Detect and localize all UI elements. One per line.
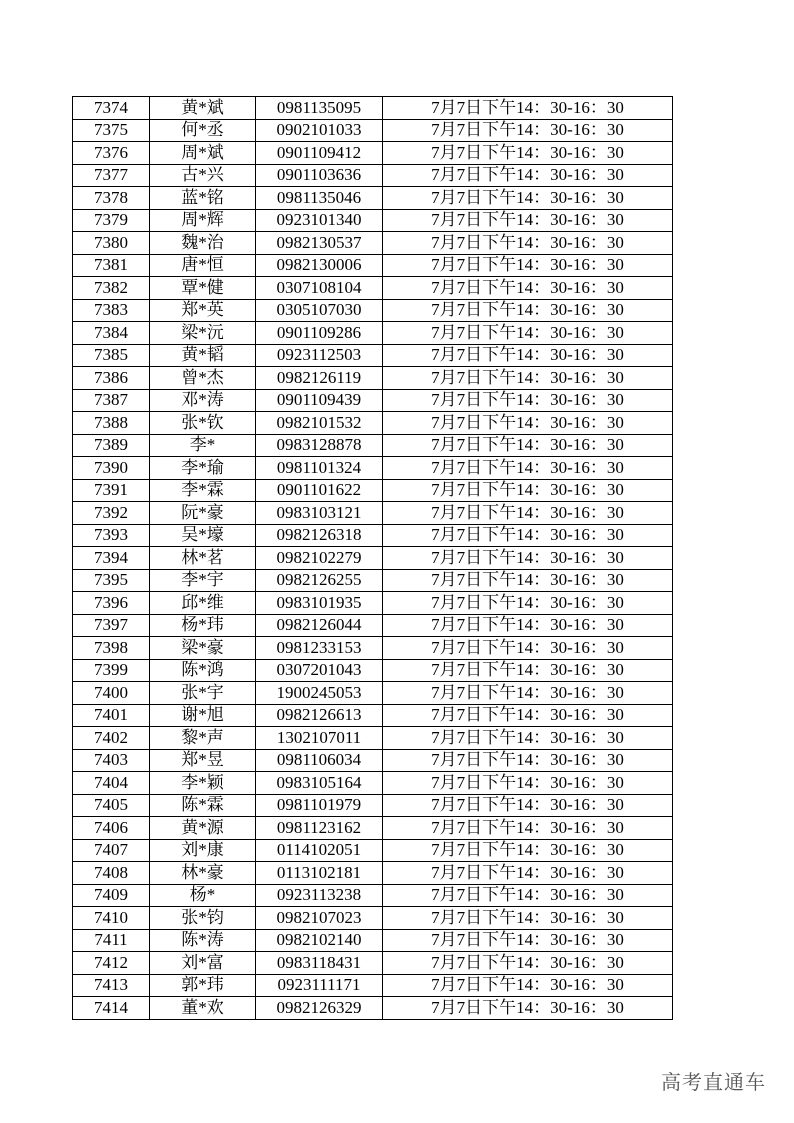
table-row — [73, 614, 673, 637]
table-row — [73, 322, 673, 345]
schedule-cell: 7月7日下午14：30-16：30 — [383, 209, 673, 232]
seq-number-cell: 7377 — [73, 164, 150, 187]
table-row — [73, 299, 673, 322]
id-number-cell: 0981233153 — [256, 637, 383, 660]
id-number-cell: 0982130006 — [256, 254, 383, 277]
roster-table — [72, 96, 673, 1020]
seq-number-cell: 7382 — [73, 277, 150, 300]
seq-number-cell: 7412 — [73, 952, 150, 975]
seq-number-cell: 7392 — [73, 502, 150, 525]
table-row — [73, 839, 673, 862]
table-row — [73, 637, 673, 660]
name-cell: 郑*英 — [150, 299, 256, 322]
table-row — [73, 794, 673, 817]
seq-number-cell: 7385 — [73, 344, 150, 367]
name-cell: 刘*富 — [150, 952, 256, 975]
seq-number-cell: 7399 — [73, 659, 150, 682]
id-number-cell: 0981123162 — [256, 817, 383, 840]
id-number-cell: 0982102279 — [256, 547, 383, 570]
name-cell: 周*斌 — [150, 142, 256, 165]
seq-number-cell: 7395 — [73, 569, 150, 592]
schedule-cell: 7月7日下午14：30-16：30 — [383, 502, 673, 525]
name-cell: 邱*维 — [150, 592, 256, 615]
id-number-cell: 0901103636 — [256, 164, 383, 187]
schedule-cell: 7月7日下午14：30-16：30 — [383, 749, 673, 772]
name-cell: 郑*昱 — [150, 749, 256, 772]
table-row — [73, 209, 673, 232]
table-row — [73, 592, 673, 615]
id-number-cell: 0982126044 — [256, 614, 383, 637]
name-cell: 张*宇 — [150, 682, 256, 705]
table-row — [73, 479, 673, 502]
id-number-cell: 0983101935 — [256, 592, 383, 615]
seq-number-cell: 7405 — [73, 794, 150, 817]
id-number-cell: 0923113238 — [256, 884, 383, 907]
schedule-cell: 7月7日下午14：30-16：30 — [383, 772, 673, 795]
schedule-cell: 7月7日下午14：30-16：30 — [383, 322, 673, 345]
name-cell: 何*丞 — [150, 119, 256, 142]
table-row — [73, 164, 673, 187]
id-number-cell: 0901109412 — [256, 142, 383, 165]
seq-number-cell: 7374 — [73, 97, 150, 120]
id-number-cell: 0901109286 — [256, 322, 383, 345]
seq-number-cell: 7404 — [73, 772, 150, 795]
id-number-cell: 0982126613 — [256, 704, 383, 727]
seq-number-cell: 7380 — [73, 232, 150, 255]
seq-number-cell: 7375 — [73, 119, 150, 142]
name-cell: 陈*鸿 — [150, 659, 256, 682]
name-cell: 陈*霖 — [150, 794, 256, 817]
schedule-cell: 7月7日下午14：30-16：30 — [383, 187, 673, 210]
schedule-cell: 7月7日下午14：30-16：30 — [383, 164, 673, 187]
id-number-cell: 0983103121 — [256, 502, 383, 525]
table-row — [73, 547, 673, 570]
table-row — [73, 97, 673, 120]
name-cell: 曾*杰 — [150, 367, 256, 390]
table-row — [73, 524, 673, 547]
id-number-cell: 0981135095 — [256, 97, 383, 120]
name-cell: 梁*豪 — [150, 637, 256, 660]
name-cell: 陈*涛 — [150, 929, 256, 952]
id-number-cell: 0981101979 — [256, 794, 383, 817]
table-row — [73, 412, 673, 435]
seq-number-cell: 7390 — [73, 457, 150, 480]
seq-number-cell: 7393 — [73, 524, 150, 547]
table-row — [73, 929, 673, 952]
schedule-cell: 7月7日下午14：30-16：30 — [383, 614, 673, 637]
id-number-cell: 0982126119 — [256, 367, 383, 390]
table-row — [73, 142, 673, 165]
schedule-cell: 7月7日下午14：30-16：30 — [383, 524, 673, 547]
name-cell: 黄*韬 — [150, 344, 256, 367]
seq-number-cell: 7381 — [73, 254, 150, 277]
schedule-cell: 7月7日下午14：30-16：30 — [383, 97, 673, 120]
seq-number-cell: 7391 — [73, 479, 150, 502]
table-row — [73, 659, 673, 682]
schedule-cell: 7月7日下午14：30-16：30 — [383, 142, 673, 165]
table-row — [73, 817, 673, 840]
id-number-cell: 0923111171 — [256, 974, 383, 997]
table-row — [73, 254, 673, 277]
id-number-cell: 1900245053 — [256, 682, 383, 705]
seq-number-cell: 7400 — [73, 682, 150, 705]
name-cell: 杨*玮 — [150, 614, 256, 637]
id-number-cell: 0982126329 — [256, 997, 383, 1020]
id-number-cell: 0983128878 — [256, 434, 383, 457]
id-number-cell: 0982126318 — [256, 524, 383, 547]
table-row — [73, 727, 673, 750]
table-row — [73, 569, 673, 592]
seq-number-cell: 7379 — [73, 209, 150, 232]
seq-number-cell: 7406 — [73, 817, 150, 840]
name-cell: 吴*壕 — [150, 524, 256, 547]
schedule-cell: 7月7日下午14：30-16：30 — [383, 254, 673, 277]
table-row — [73, 502, 673, 525]
seq-number-cell: 7388 — [73, 412, 150, 435]
name-cell: 黄*源 — [150, 817, 256, 840]
seq-number-cell: 7384 — [73, 322, 150, 345]
seq-number-cell: 7383 — [73, 299, 150, 322]
schedule-cell: 7月7日下午14：30-16：30 — [383, 299, 673, 322]
schedule-cell: 7月7日下午14：30-16：30 — [383, 592, 673, 615]
schedule-cell: 7月7日下午14：30-16：30 — [383, 884, 673, 907]
table-row — [73, 997, 673, 1020]
name-cell: 杨* — [150, 884, 256, 907]
table-row — [73, 434, 673, 457]
name-cell: 李*颖 — [150, 772, 256, 795]
table-row — [73, 884, 673, 907]
id-number-cell: 0113102181 — [256, 862, 383, 885]
name-cell: 董*欢 — [150, 997, 256, 1020]
name-cell: 郭*玮 — [150, 974, 256, 997]
seq-number-cell: 7386 — [73, 367, 150, 390]
table-row — [73, 344, 673, 367]
seq-number-cell: 7407 — [73, 839, 150, 862]
id-number-cell: 0983118431 — [256, 952, 383, 975]
roster-body — [73, 97, 673, 1020]
id-number-cell: 0981135046 — [256, 187, 383, 210]
name-cell: 魏*治 — [150, 232, 256, 255]
schedule-cell: 7月7日下午14：30-16：30 — [383, 344, 673, 367]
id-number-cell: 0982107023 — [256, 907, 383, 930]
seq-number-cell: 7394 — [73, 547, 150, 570]
schedule-cell: 7月7日下午14：30-16：30 — [383, 367, 673, 390]
id-number-cell: 0307108104 — [256, 277, 383, 300]
schedule-cell: 7月7日下午14：30-16：30 — [383, 479, 673, 502]
seq-number-cell: 7409 — [73, 884, 150, 907]
name-cell: 张*钧 — [150, 907, 256, 930]
id-number-cell: 0981101324 — [256, 457, 383, 480]
name-cell: 李*霖 — [150, 479, 256, 502]
name-cell: 阮*豪 — [150, 502, 256, 525]
table-row — [73, 749, 673, 772]
schedule-cell: 7月7日下午14：30-16：30 — [383, 682, 673, 705]
name-cell: 张*钦 — [150, 412, 256, 435]
schedule-cell: 7月7日下午14：30-16：30 — [383, 929, 673, 952]
table-row — [73, 187, 673, 210]
table-row — [73, 907, 673, 930]
schedule-cell: 7月7日下午14：30-16：30 — [383, 704, 673, 727]
id-number-cell: 0902101033 — [256, 119, 383, 142]
schedule-cell: 7月7日下午14：30-16：30 — [383, 277, 673, 300]
schedule-cell: 7月7日下午14：30-16：30 — [383, 389, 673, 412]
name-cell: 谢*旭 — [150, 704, 256, 727]
name-cell: 蓝*铭 — [150, 187, 256, 210]
schedule-cell: 7月7日下午14：30-16：30 — [383, 547, 673, 570]
table-row — [73, 232, 673, 255]
id-number-cell: 0982101532 — [256, 412, 383, 435]
schedule-cell: 7月7日下午14：30-16：30 — [383, 794, 673, 817]
table-row — [73, 682, 673, 705]
name-cell: 梁*沅 — [150, 322, 256, 345]
seq-number-cell: 7387 — [73, 389, 150, 412]
id-number-cell: 0981106034 — [256, 749, 383, 772]
schedule-cell: 7月7日下午14：30-16：30 — [383, 412, 673, 435]
schedule-cell: 7月7日下午14：30-16：30 — [383, 727, 673, 750]
schedule-cell: 7月7日下午14：30-16：30 — [383, 907, 673, 930]
name-cell: 周*辉 — [150, 209, 256, 232]
table-row — [73, 952, 673, 975]
table-row — [73, 974, 673, 997]
schedule-cell: 7月7日下午14：30-16：30 — [383, 457, 673, 480]
id-number-cell: 0983105164 — [256, 772, 383, 795]
seq-number-cell: 7376 — [73, 142, 150, 165]
schedule-cell: 7月7日下午14：30-16：30 — [383, 952, 673, 975]
name-cell: 刘*康 — [150, 839, 256, 862]
schedule-cell: 7月7日下午14：30-16：30 — [383, 659, 673, 682]
schedule-cell: 7月7日下午14：30-16：30 — [383, 637, 673, 660]
seq-number-cell: 7389 — [73, 434, 150, 457]
id-number-cell: 0305107030 — [256, 299, 383, 322]
seq-number-cell: 7402 — [73, 727, 150, 750]
seq-number-cell: 7411 — [73, 929, 150, 952]
seq-number-cell: 7413 — [73, 974, 150, 997]
id-number-cell: 0982130537 — [256, 232, 383, 255]
id-number-cell: 0307201043 — [256, 659, 383, 682]
id-number-cell: 0982126255 — [256, 569, 383, 592]
name-cell: 黄*斌 — [150, 97, 256, 120]
table-row — [73, 367, 673, 390]
seq-number-cell: 7410 — [73, 907, 150, 930]
table-row — [73, 119, 673, 142]
name-cell: 邓*涛 — [150, 389, 256, 412]
schedule-cell: 7月7日下午14：30-16：30 — [383, 232, 673, 255]
schedule-cell: 7月7日下午14：30-16：30 — [383, 434, 673, 457]
id-number-cell: 1302107011 — [256, 727, 383, 750]
watermark-text: 高考直通车 — [661, 1070, 766, 1094]
schedule-cell: 7月7日下午14：30-16：30 — [383, 997, 673, 1020]
seq-number-cell: 7414 — [73, 997, 150, 1020]
name-cell: 李* — [150, 434, 256, 457]
id-number-cell: 0923101340 — [256, 209, 383, 232]
name-cell: 黎*声 — [150, 727, 256, 750]
name-cell: 李*瑜 — [150, 457, 256, 480]
seq-number-cell: 7401 — [73, 704, 150, 727]
table-row — [73, 772, 673, 795]
name-cell: 唐*恒 — [150, 254, 256, 277]
schedule-cell: 7月7日下午14：30-16：30 — [383, 817, 673, 840]
schedule-cell: 7月7日下午14：30-16：30 — [383, 862, 673, 885]
schedule-cell: 7月7日下午14：30-16：30 — [383, 119, 673, 142]
schedule-cell: 7月7日下午14：30-16：30 — [383, 974, 673, 997]
id-number-cell: 0901109439 — [256, 389, 383, 412]
table-row — [73, 457, 673, 480]
seq-number-cell: 7396 — [73, 592, 150, 615]
seq-number-cell: 7403 — [73, 749, 150, 772]
schedule-cell: 7月7日下午14：30-16：30 — [383, 569, 673, 592]
id-number-cell: 0982102140 — [256, 929, 383, 952]
seq-number-cell: 7378 — [73, 187, 150, 210]
table-row — [73, 389, 673, 412]
table-row — [73, 704, 673, 727]
seq-number-cell: 7398 — [73, 637, 150, 660]
name-cell: 古*兴 — [150, 164, 256, 187]
name-cell: 覃*健 — [150, 277, 256, 300]
table-row — [73, 277, 673, 300]
name-cell: 林*茗 — [150, 547, 256, 570]
name-cell: 林*豪 — [150, 862, 256, 885]
seq-number-cell: 7397 — [73, 614, 150, 637]
id-number-cell: 0114102051 — [256, 839, 383, 862]
seq-number-cell: 7408 — [73, 862, 150, 885]
name-cell: 李*宇 — [150, 569, 256, 592]
table-row — [73, 862, 673, 885]
schedule-cell: 7月7日下午14：30-16：30 — [383, 839, 673, 862]
id-number-cell: 0901101622 — [256, 479, 383, 502]
id-number-cell: 0923112503 — [256, 344, 383, 367]
